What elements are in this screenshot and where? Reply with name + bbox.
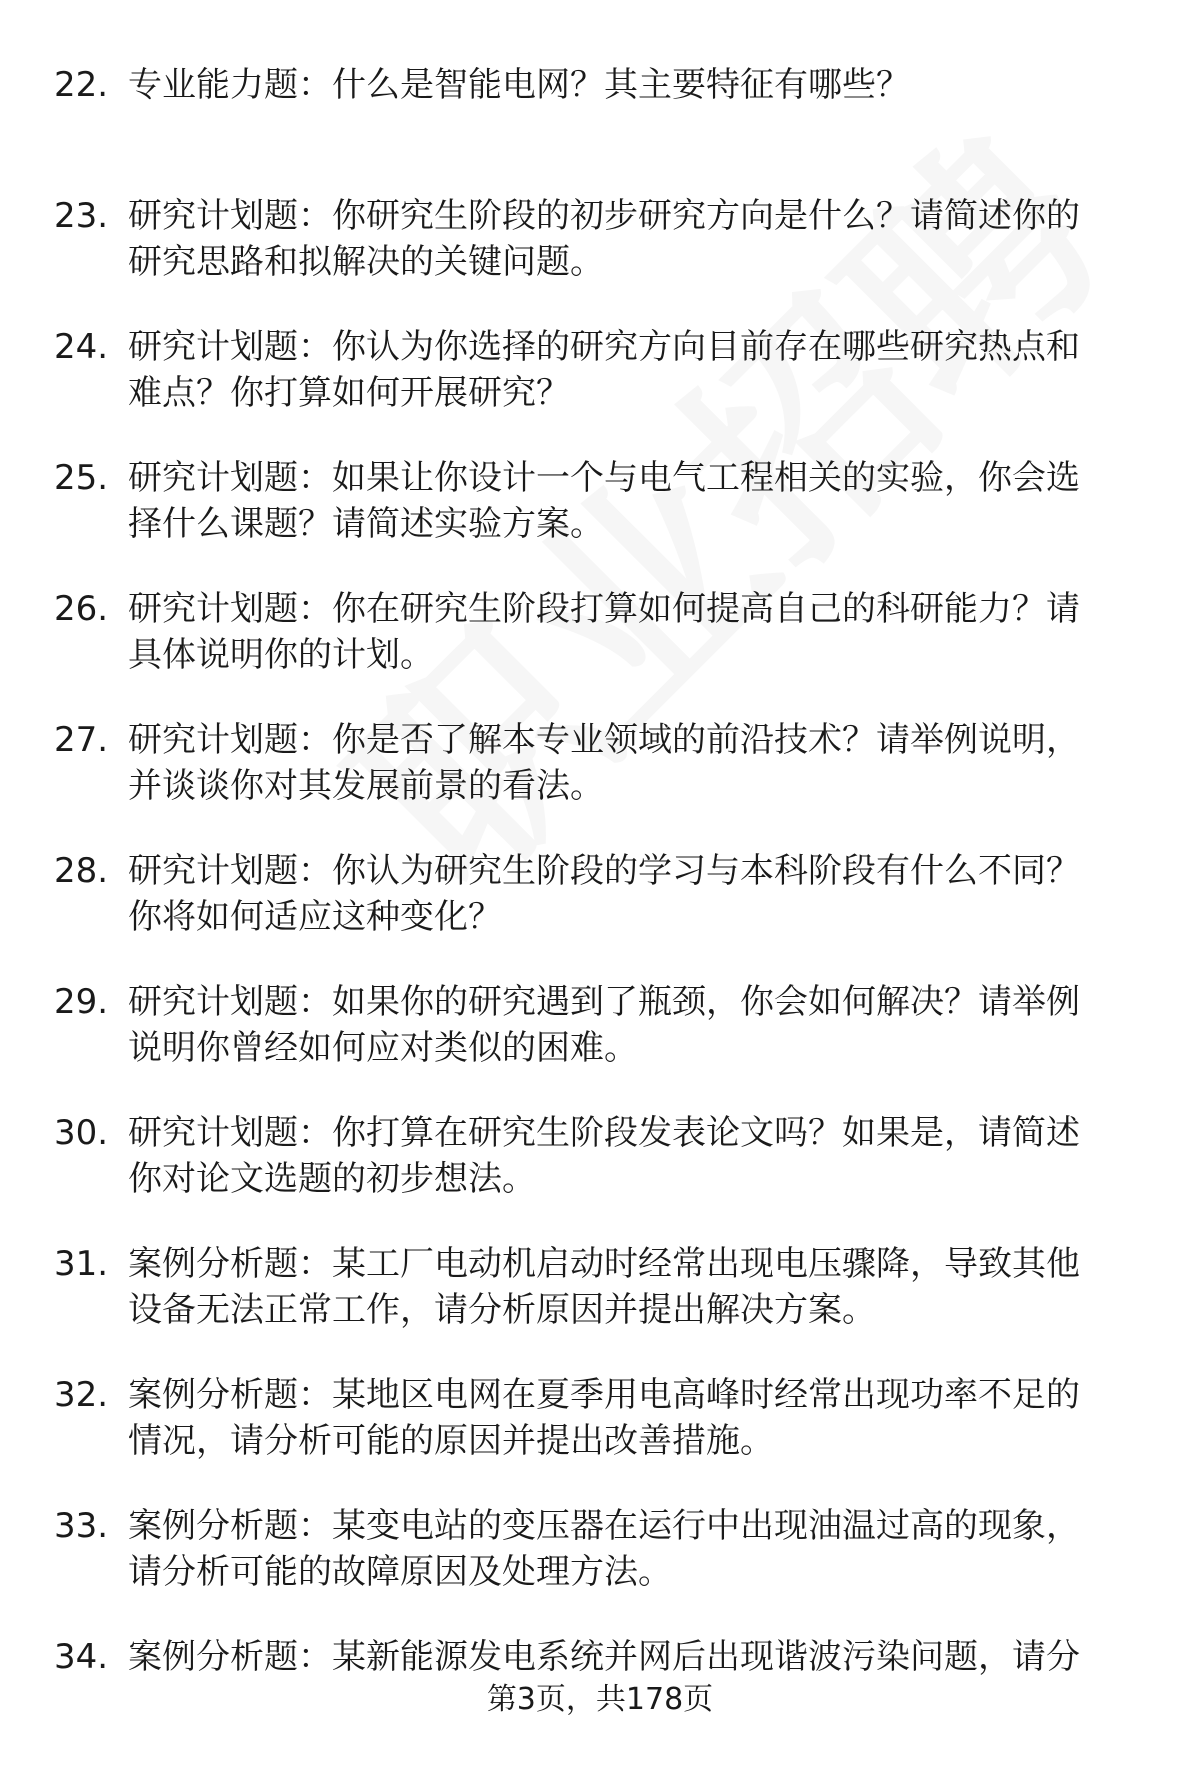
question-text xyxy=(128,1634,1138,1680)
question-text-line: 研究思路和拟解决的关键问题。 xyxy=(128,242,604,282)
question-text-line: 具体说明你的计划。 xyxy=(128,635,434,675)
question-item xyxy=(0,1503,1200,1634)
question-item xyxy=(0,586,1200,717)
question-text xyxy=(128,979,1138,1071)
question-text-line: 案例分析题：某新能源发电系统并网后出现谐波污染问题，请分 xyxy=(128,1637,1080,1677)
question-number: 29. xyxy=(54,982,109,1022)
page-footer: 第3页，共178页 xyxy=(486,1682,714,1717)
question-item xyxy=(0,717,1200,848)
question-text xyxy=(128,1110,1138,1202)
question-text xyxy=(128,586,1138,678)
question-text-line: 研究计划题：如果你的研究遇到了瓶颈，你会如何解决？请举例 xyxy=(128,982,1080,1022)
question-text-line: 案例分析题：某地区电网在夏季用电高峰时经常出现功率不足的 xyxy=(128,1375,1080,1415)
question-number: 33. xyxy=(54,1506,109,1546)
question-text-line: 你对论文选题的初步想法。 xyxy=(128,1159,536,1199)
question-text-line: 研究计划题：你是否了解本专业领域的前沿技术？请举例说明， xyxy=(128,720,1080,760)
question-item xyxy=(0,455,1200,586)
question-list xyxy=(0,62,1200,1765)
question-item xyxy=(0,1110,1200,1241)
question-item xyxy=(0,979,1200,1110)
question-number: 34. xyxy=(54,1637,109,1677)
question-text xyxy=(128,848,1138,940)
question-text-line: 难点？你打算如何开展研究？ xyxy=(128,373,570,413)
question-item xyxy=(0,324,1200,455)
question-number: 31. xyxy=(54,1244,109,1284)
question-text-line: 研究计划题：你在研究生阶段打算如何提高自己的科研能力？请 xyxy=(128,589,1080,629)
question-text xyxy=(128,324,1138,416)
question-number: 22. xyxy=(54,65,109,105)
question-number: 24. xyxy=(54,327,109,367)
question-number: 30. xyxy=(54,1113,109,1153)
question-text xyxy=(128,62,1138,108)
question-text-line: 说明你曾经如何应对类似的困难。 xyxy=(128,1028,638,1068)
question-item xyxy=(0,1241,1200,1372)
question-number: 27. xyxy=(54,720,109,760)
question-text-line: 择什么课题？请简述实验方案。 xyxy=(128,504,604,544)
question-text xyxy=(128,193,1138,285)
question-number: 28. xyxy=(54,851,109,891)
question-text-line: 案例分析题：某工厂电动机启动时经常出现电压骤降，导致其他 xyxy=(128,1244,1080,1284)
question-item xyxy=(0,62,1200,193)
question-text-line: 设备无法正常工作，请分析原因并提出解决方案。 xyxy=(128,1290,876,1330)
question-text-line: 研究计划题：如果让你设计一个与电气工程相关的实验，你会选 xyxy=(128,458,1080,498)
question-text xyxy=(128,1241,1138,1333)
question-number: 25. xyxy=(54,458,109,498)
question-text xyxy=(128,455,1138,547)
question-text xyxy=(128,717,1138,809)
question-text-line: 研究计划题：你认为你选择的研究方向目前存在哪些研究热点和 xyxy=(128,327,1080,367)
question-text-line: 情况，请分析可能的原因并提出改善措施。 xyxy=(128,1421,774,1461)
question-item xyxy=(0,1372,1200,1503)
question-number: 26. xyxy=(54,589,109,629)
question-text xyxy=(128,1372,1138,1464)
question-number: 32. xyxy=(54,1375,109,1415)
question-text-line: 研究计划题：你打算在研究生阶段发表论文吗？如果是，请简述 xyxy=(128,1113,1080,1153)
question-number: 23. xyxy=(54,196,109,236)
question-text-line: 专业能力题：什么是智能电网？其主要特征有哪些？ xyxy=(128,65,910,105)
question-text-line: 并谈谈你对其发展前景的看法。 xyxy=(128,766,604,806)
question-text-line: 研究计划题：你认为研究生阶段的学习与本科阶段有什么不同？ xyxy=(128,851,1080,891)
question-text xyxy=(128,1503,1138,1595)
question-text-line: 研究计划题：你研究生阶段的初步研究方向是什么？请简述你的 xyxy=(128,196,1080,236)
question-text-line: 请分析可能的故障原因及处理方法。 xyxy=(128,1552,672,1592)
question-item xyxy=(0,193,1200,324)
question-text-line: 你将如何适应这种变化？ xyxy=(128,897,502,937)
question-item xyxy=(0,848,1200,979)
question-text-line: 案例分析题：某变电站的变压器在运行中出现油温过高的现象， xyxy=(128,1506,1080,1546)
